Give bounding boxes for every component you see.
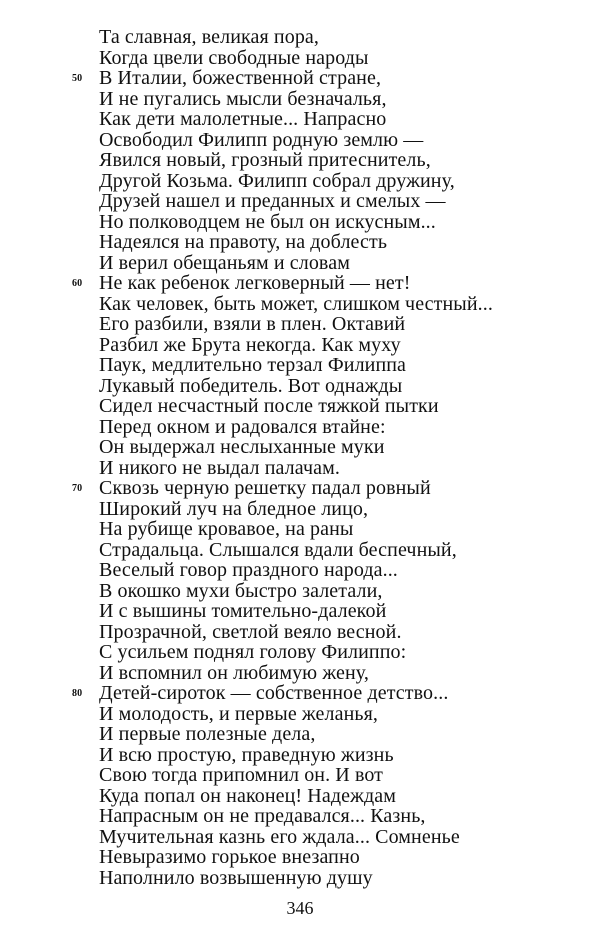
poem-line (99, 335, 579, 356)
poem-line-text: И молодость, и первые желанья, (99, 702, 379, 725)
poem-line (99, 396, 579, 417)
poem-line (99, 253, 579, 274)
poem-line-text: И с вышины томительно-далекой (99, 600, 387, 622)
poem-line (99, 724, 579, 745)
poem-line-text: И никого не выдал палачам. (99, 456, 340, 479)
poem-line-text: Прозрачной, светлой веяло весной. (99, 620, 402, 643)
poem-line-text: И верил обещаньям и словам (99, 251, 350, 274)
poem-line (99, 581, 579, 602)
poem-line-text: Паук, медлительно терзал Филиппа (99, 354, 407, 376)
poem-line (99, 847, 579, 868)
poem-line (99, 868, 579, 889)
poem-line-text: Как человек, быть может, слишком честный... (99, 292, 493, 315)
poem-line-text: Страдальца. Слышался вдали беспечный, (99, 538, 457, 561)
poem-line-text: Не как ребенок легковерный — нет! (99, 272, 411, 294)
poem-line (99, 540, 579, 561)
poem-line-text: И вспомнил он любимую жену, (99, 661, 369, 684)
poem-line (99, 294, 579, 315)
poem-line (99, 314, 579, 335)
poem-line (99, 150, 579, 171)
page-number: 346 (286, 898, 314, 918)
poem-line-text: Как дети малолетные... Напрасно (99, 108, 387, 130)
poem-line-text: Друзей нашел и преданных и смелых — (99, 190, 446, 212)
poem-line (99, 130, 579, 151)
poem-line (99, 745, 579, 766)
poem-line-text: В окошко мухи быстро залетали, (99, 579, 383, 602)
poem-line (99, 232, 579, 253)
line-number: 50 (72, 73, 83, 84)
poem-line (72, 272, 579, 294)
poem-line-text: Куда попал он наконец! Надеждам (99, 784, 396, 807)
poem-line (99, 663, 579, 684)
poem-line-text: Наполнило возвышенную душу (99, 866, 373, 889)
poem-line-text: Разбил же Брута некогда. Как муху (99, 333, 401, 356)
poem-line-text: Когда цвели свободные народы (99, 46, 369, 69)
poem-line-text: Но полководцем не был он искусным... (99, 210, 436, 233)
poem-line (99, 89, 579, 110)
poem-line-text: И всю простую, праведную жизнь (99, 743, 394, 766)
poem-line (99, 601, 579, 622)
poem-text (72, 26, 579, 889)
poem-line (99, 622, 579, 643)
poem-line-text: Он выдержал неслыханные муки (99, 436, 385, 458)
line-number: 70 (72, 483, 83, 494)
poem-line (99, 355, 579, 376)
poem-line (72, 477, 579, 499)
poem-line (99, 458, 579, 479)
poem-line (99, 704, 579, 725)
poem-line-text: И не пугались мысли безначалья, (99, 87, 387, 110)
poem-line-text: Мучительная казнь его ждала... Сомненье (99, 825, 460, 848)
poem-line (99, 786, 579, 807)
poem-line-text: Та славная, великая пора, (99, 26, 320, 48)
poem-line-text: Невыразимо горькое внезапно (99, 846, 360, 868)
poem-line (99, 437, 579, 458)
poem-line-text: С усильем поднял голову Филиппо: (99, 641, 407, 663)
poem-line-text: Явился новый, грозный притеснитель, (99, 149, 431, 171)
poem-line (72, 682, 579, 704)
line-number: 80 (72, 688, 83, 699)
poem-line (99, 27, 579, 48)
poem-line (99, 191, 579, 212)
poem-line-text: Напрасным он не предавался... Казнь, (99, 805, 426, 827)
poem-line-text: На рубище кровавое, на раны (99, 518, 354, 540)
poem-line-text: Сквозь черную решетку падал ровный (99, 477, 431, 499)
line-number: 60 (72, 278, 83, 289)
poem-line (99, 519, 579, 540)
poem-line (99, 560, 579, 581)
poem-line-text: Широкий луч на бледное лицо, (99, 497, 369, 520)
poem-line (99, 642, 579, 663)
poem-line-text: Его разбили, взяли в плен. Октавий (99, 313, 406, 335)
poem-line-text: И первые полезные дела, (99, 723, 316, 745)
poem-line (99, 376, 579, 397)
poem-line (99, 827, 579, 848)
poem-line-text: Лукавый победитель. Вот однажды (99, 374, 403, 397)
poem-line-text: Другой Козьма. Филипп собрал дружину, (99, 169, 455, 192)
poem-line (99, 212, 579, 233)
poem-line-text: Детей-сироток — собственное детство... (99, 682, 449, 704)
poem-line-text: Освободил Филипп родную землю — (99, 128, 424, 151)
poem-line-text: Свою тогда припомнил он. И вот (99, 764, 384, 786)
poem-line (72, 67, 579, 89)
poem-line-text: Перед окном и радовался втайне: (99, 415, 386, 438)
poem-line (99, 417, 579, 438)
poem-line (99, 765, 579, 786)
poem-line (99, 109, 579, 130)
poem-line-text: В Италии, божественной стране, (99, 67, 382, 89)
poem-line (99, 499, 579, 520)
poem-line-text: Сидел несчастный после тяжкой пытки (99, 395, 439, 417)
poem-line (99, 171, 579, 192)
poem-line (99, 806, 579, 827)
poem-line-text: Веселый говор праздного народа... (99, 559, 398, 581)
poem-line (99, 48, 579, 69)
poem-line-text: Надеялся на правоту, на доблесть (99, 231, 388, 253)
